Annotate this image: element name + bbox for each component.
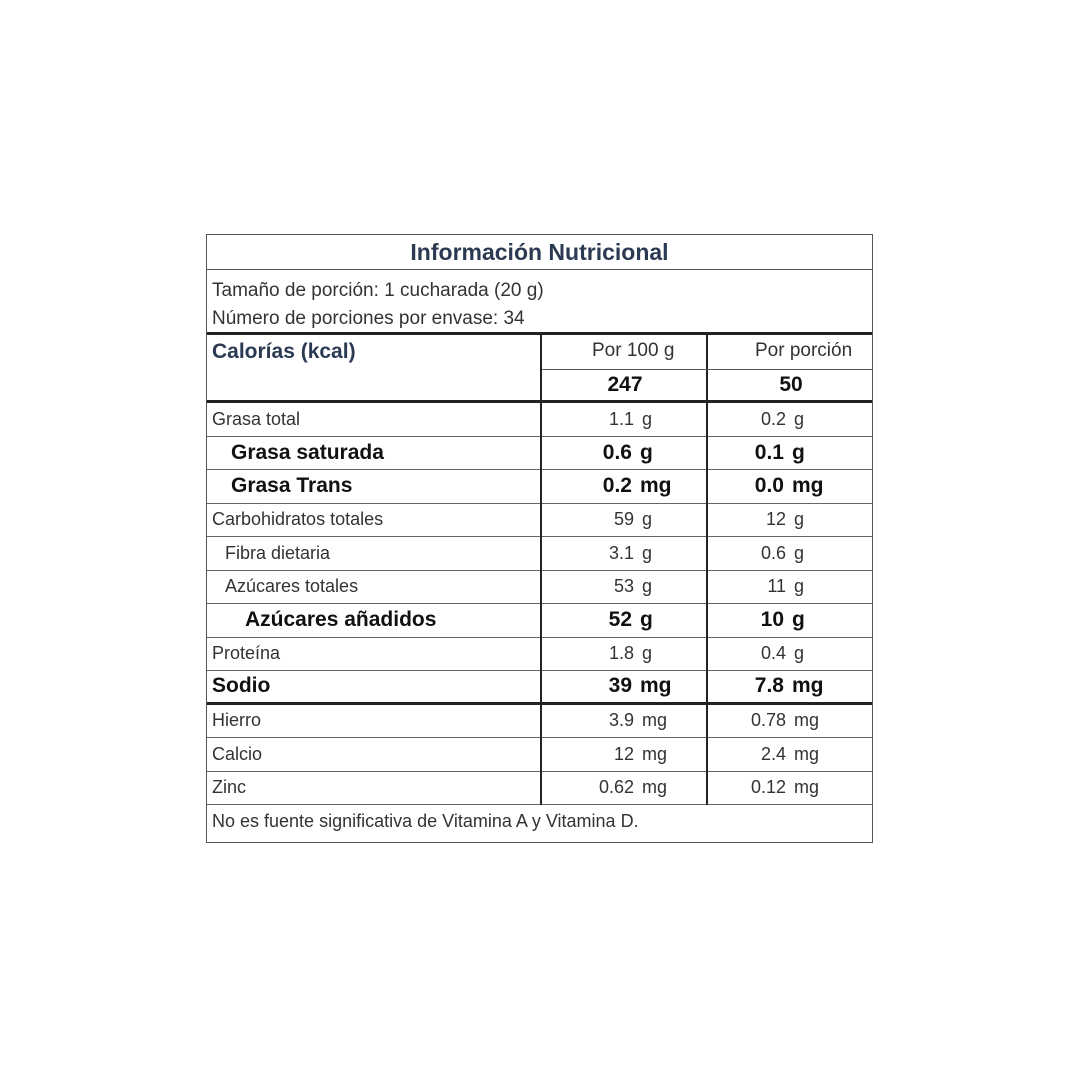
nutrient-row-grasa-total: [207, 403, 872, 437]
value-per-100g: 3.9 mg: [608, 710, 668, 731]
nutrient-row-proteina: [207, 638, 872, 672]
column-header-per-serving: Por porción: [755, 340, 853, 361]
value-per-serving: 0.78 mg: [750, 710, 820, 731]
nutrient-row-sodio: [207, 671, 872, 705]
value-per-serving: 0.1 g: [754, 440, 805, 464]
nutrient-label: Grasa saturada: [231, 440, 384, 464]
value-per-100g: 0.62 mg: [598, 777, 668, 798]
nutrient-label: Carbohidratos totales: [212, 509, 384, 530]
nutrient-label: Hierro: [212, 710, 262, 731]
value-per-100g: 1.1 g: [608, 408, 653, 429]
label-title: Información Nutricional: [207, 235, 872, 270]
calories-label: Calorías (kcal): [212, 340, 356, 363]
nutrient-row-calcio: [207, 738, 872, 772]
nutrient-row-hierro: [207, 705, 872, 739]
nutrient-label: Grasa Trans: [231, 474, 353, 498]
value-per-serving: 11 g: [767, 576, 805, 597]
value-per-100g: 12 mg: [613, 743, 668, 764]
nutrient-row-grasa-trans: [207, 470, 872, 504]
nutrient-row-azucares-totales: [207, 571, 872, 605]
footnote: No es fuente significativa de Vitamina A y Vitamina D.: [212, 811, 639, 831]
value-per-serving: 0.12 mg: [750, 777, 820, 798]
value-per-100g: 53 g: [613, 576, 653, 597]
value-per-100g: 0.2 mg: [602, 474, 672, 498]
calories-header: [207, 335, 872, 403]
nutrient-label: Fibra dietaria: [225, 542, 331, 563]
value-per-serving: 12 g: [765, 509, 805, 530]
value-per-100g: 59 g: [613, 509, 653, 530]
value-per-serving: 7.8 mg: [754, 674, 824, 698]
nutrient-label: Proteína: [212, 643, 281, 664]
value-per-serving: 10 g: [760, 608, 805, 632]
value-per-serving: 0.0 mg: [754, 474, 824, 498]
value-per-100g: 52 g: [608, 608, 653, 632]
header-divider: [542, 369, 872, 370]
value-per-100g: 0.6 g: [602, 440, 653, 464]
serving-size: Tamaño de porción: 1 cucharada (20 g): [212, 280, 544, 301]
value-per-serving: 0.2 g: [760, 408, 805, 429]
value-per-100g: 1.8 g: [608, 643, 653, 664]
nutrient-row-zinc: [207, 772, 872, 806]
nutrient-label: Zinc: [212, 777, 247, 798]
nutrition-facts-panel: [206, 234, 873, 843]
nutrient-row-fibra: [207, 537, 872, 571]
nutrient-label: Sodio: [212, 674, 271, 698]
calories-per-serving: 50: [779, 373, 803, 396]
value-per-100g: 39 mg: [608, 674, 672, 698]
value-per-serving: 0.4 g: [760, 643, 805, 664]
nutrient-row-carbohidratos: [207, 504, 872, 538]
servings-per-container: Número de porciones por envase: 34: [212, 308, 525, 329]
serving-info: [207, 270, 872, 335]
nutrient-row-azucares-anadidos: [207, 604, 872, 638]
nutrient-row-grasa-saturada: [207, 437, 872, 471]
nutrient-label: Azúcares añadidos: [245, 608, 437, 632]
calories-per-100g: 247: [607, 373, 643, 396]
column-header-per-100g: Por 100 g: [592, 340, 675, 361]
nutrient-label: Grasa total: [212, 408, 301, 429]
nutrient-label: Azúcares totales: [225, 576, 359, 597]
value-per-100g: 3.1 g: [608, 542, 653, 563]
value-per-serving: 0.6 g: [760, 542, 805, 563]
nutrient-label: Calcio: [212, 743, 263, 764]
value-per-serving: 2.4 mg: [760, 743, 820, 764]
